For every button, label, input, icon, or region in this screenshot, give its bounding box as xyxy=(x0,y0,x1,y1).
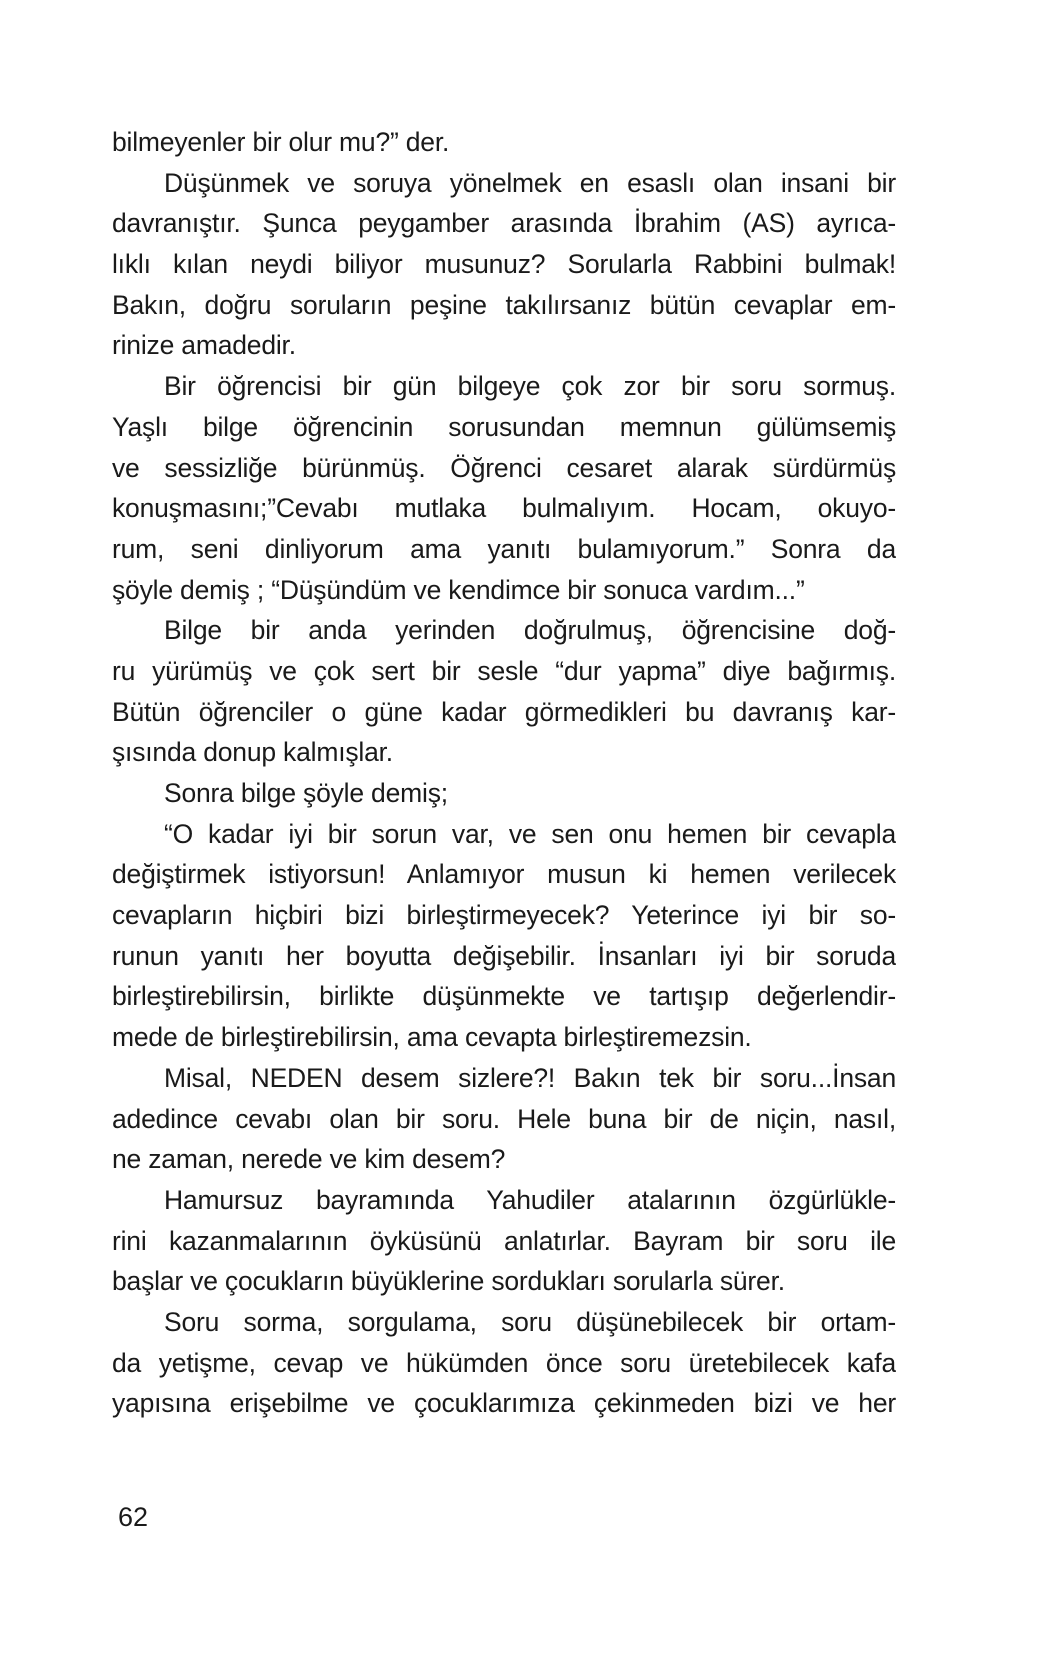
text-line: ru yürümüş ve çok sert bir sesle “dur yapma” diye bağırmış. xyxy=(112,655,896,686)
text-line: rinize amadedir. xyxy=(112,330,296,361)
text-line: şısında donup kalmışlar. xyxy=(112,737,393,768)
text-line: Sonra bilge şöyle demiş; xyxy=(164,778,448,808)
text-line: Yaşlı bilge öğrencinin sorusundan memnun gülümsemiş xyxy=(112,411,896,442)
text-line: ne zaman, nerede ve kim desem? xyxy=(112,1144,506,1175)
text-line: lıklı kılan neydi biliyor musunuz? Sorularla Rabbini bulmak! xyxy=(112,249,896,280)
text-line: Misal, NEDEN desem sizlere?! Bakın tek bir soru...İnsan xyxy=(164,1062,896,1093)
text-line: birleştirebilirsin, birlikte düşünmekte ve tartışıp değerlendir- xyxy=(112,981,896,1012)
text-line: adedince cevabı olan bir soru. Hele buna bir de niçin, nasıl, xyxy=(112,1103,896,1134)
text-line: runun yanıtı her boyutta değişebilir. İnsanları iyi bir soruda xyxy=(112,940,896,971)
page-number: 62 xyxy=(118,1502,149,1532)
text-line: Düşünmek ve soruya yönelmek en esaslı olan insani bir xyxy=(164,167,896,198)
text-line: Bakın, doğru soruların peşine takılırsanız bütün cevaplar em- xyxy=(112,289,896,320)
text-line: rum, seni dinliyorum ama yanıtı bulamıyorum.” Sonra da xyxy=(112,533,896,564)
text-line: mede de birleştirebilirsin, ama cevapta birleştiremezsin. xyxy=(112,1022,752,1053)
text-line: bilmeyenler bir olur mu?” der. xyxy=(112,127,450,157)
text-line: şöyle demiş ; “Düşündüm ve kendimce bir sonuca vardım...” xyxy=(112,574,805,605)
text-line: rini kazanmalarının öyküsünü anlatırlar. Bayram bir soru ile xyxy=(112,1225,896,1256)
text-line: Bilge bir anda yerinden doğrulmuş, öğrencisine doğ- xyxy=(164,615,896,646)
text-line: Bir öğrencisi bir gün bilgeye çok zor bir soru sormuş. xyxy=(164,371,896,402)
text-line: yapısına erişebilme ve çocuklarımıza çekinmeden bizi ve her xyxy=(112,1388,896,1419)
text-line: konuşmasını;”Cevabı mutlaka bulmalıyım. Hocam, okuyo- xyxy=(112,493,896,524)
text-line: da yetişme, cevap ve hükümden önce soru üretebilecek kafa xyxy=(112,1347,896,1378)
text-line: ve sessizliğe bürünmüş. Öğrenci cesaret alarak sürdürmüş xyxy=(112,452,896,483)
text-line: Bütün öğrenciler o güne kadar görmedikleri bu davranış kar- xyxy=(112,696,896,727)
text-line: değiştirmek istiyorsun! Anlamıyor musun ki hemen verilecek xyxy=(112,859,896,890)
text-line: “O kadar iyi bir sorun var, ve sen onu hemen bir cevapla xyxy=(164,818,896,849)
text-line: Hamursuz bayramında Yahudiler atalarının özgürlükle- xyxy=(164,1184,896,1215)
text-line: başlar ve çocukların büyüklerine sordukları sorularla sürer. xyxy=(112,1266,785,1297)
text-line: Soru sorma, sorgulama, soru düşünebilecek bir ortam- xyxy=(164,1306,896,1337)
page-body-text xyxy=(112,122,896,1424)
text-line: davranıştır. Şunca peygamber arasında İbrahim (AS) ayrıca- xyxy=(112,208,896,239)
text-line: cevapların hiçbiri bizi birleştirmeyecek? Yeterince iyi bir so- xyxy=(112,900,896,931)
